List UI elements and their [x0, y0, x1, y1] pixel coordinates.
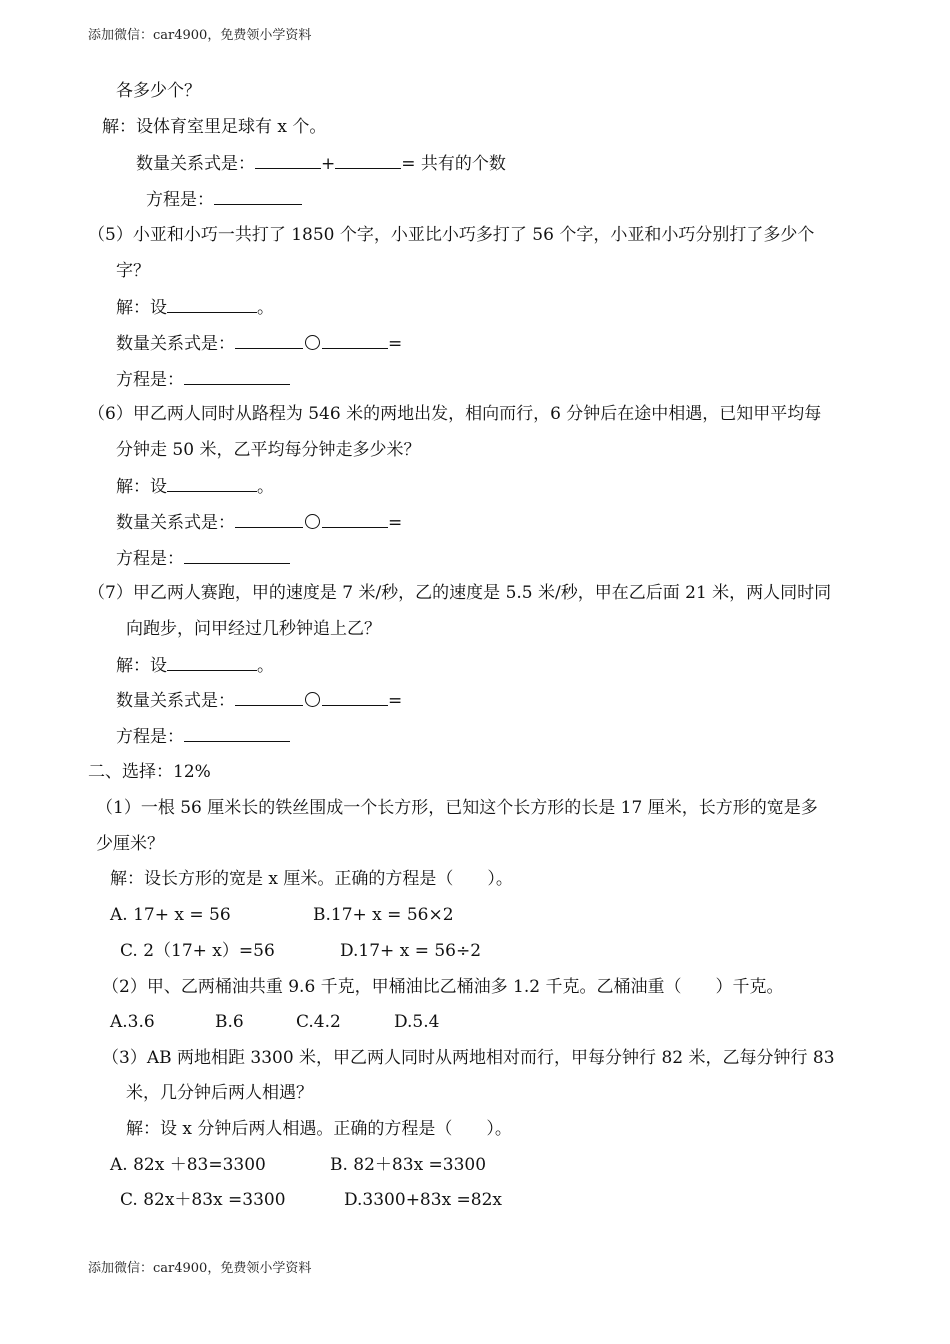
- answer-blank[interactable]: [322, 332, 388, 349]
- option-c[interactable]: C. 2（17+ x）=56: [120, 941, 275, 961]
- set-end: 。: [257, 298, 274, 318]
- equation-label: 方程是：: [116, 727, 184, 747]
- option-d[interactable]: D.3300+83x =82x: [344, 1190, 503, 1210]
- answer-blank[interactable]: [184, 368, 290, 385]
- q6-set: [116, 475, 274, 498]
- set-label: 解：设: [116, 298, 167, 318]
- section-title: 二、选择：12%: [88, 762, 211, 782]
- relation-label: 数量关系式是：: [116, 513, 235, 533]
- c1-line1: （1）一根 56 厘米长的铁丝围成一个长方形，已知这个长方形的长是 17 厘米，长方形的宽是多: [96, 798, 818, 818]
- answer-blank[interactable]: [167, 654, 257, 671]
- option-c[interactable]: C. 82x＋83x =3300: [120, 1190, 286, 1210]
- q6-line2: 分钟走 50 米，乙平均每分钟走多少米？: [116, 440, 421, 460]
- page-header: 添加微信：car4900，免费领小学资料: [88, 28, 312, 43]
- set-label: 解：设: [116, 656, 167, 676]
- q5-relation: [116, 332, 402, 355]
- c3-line2: 米，几分钟后两人相遇？: [126, 1083, 313, 1103]
- option-a[interactable]: A. 17+ x = 56: [110, 905, 231, 925]
- set-label: 解：设: [116, 477, 167, 497]
- c3-solve: 解：设 x 分钟后两人相遇。正确的方程是（ ）。: [126, 1119, 512, 1139]
- q4-equation: [146, 188, 302, 211]
- answer-blank[interactable]: [322, 689, 388, 706]
- equation-label: 方程是：: [116, 549, 184, 569]
- relation-label: 数量关系式是：: [136, 154, 255, 174]
- answer-blank[interactable]: [235, 689, 303, 706]
- option-c[interactable]: C.4.2: [296, 1012, 341, 1032]
- q5-set: [116, 296, 274, 319]
- q7-set: [116, 654, 274, 677]
- q4-tail: 各多少个？: [116, 81, 201, 101]
- page-footer: 添加微信：car4900，免费领小学资料: [88, 1261, 312, 1276]
- answer-blank[interactable]: [335, 152, 401, 169]
- relation-end: =: [388, 691, 403, 711]
- c2-line1: （2）甲、乙两桶油共重 9.6 千克，甲桶油比乙桶油多 1.2 千克。乙桶油重（ ）千克。: [102, 977, 784, 997]
- operator-circle-icon[interactable]: [305, 692, 320, 707]
- answer-blank[interactable]: [255, 152, 321, 169]
- option-d[interactable]: D.17+ x = 56÷2: [340, 941, 482, 961]
- equation-label: 方程是：: [116, 370, 184, 390]
- relation-label: 数量关系式是：: [116, 691, 235, 711]
- option-d[interactable]: D.5.4: [394, 1012, 440, 1032]
- q7-relation: [116, 689, 402, 712]
- answer-blank[interactable]: [184, 725, 290, 742]
- c1-solve: 解：设长方形的宽是 x 厘米。正确的方程是（ ）。: [110, 869, 513, 889]
- c3-line1: （3）AB 两地相距 3300 米，甲乙两人同时从两地相对而行，甲每分钟行 82 米，乙每分钟行 83: [102, 1048, 835, 1068]
- answer-blank[interactable]: [167, 475, 257, 492]
- answer-blank[interactable]: [184, 547, 290, 564]
- relation-label: 数量关系式是：: [116, 334, 235, 354]
- q5-line1: （5）小亚和小巧一共打了 1850 个字，小亚比小巧多打了 56 个字，小亚和小巧分别打了多少个: [88, 225, 815, 245]
- plus-sign: +: [321, 154, 336, 174]
- q4-relation: [136, 152, 506, 175]
- answer-blank[interactable]: [322, 511, 388, 528]
- relation-end: =: [388, 334, 403, 354]
- q7-line2: 向跑步，问甲经过几秒钟追上乙？: [126, 619, 381, 639]
- q5-line2: 字？: [116, 261, 150, 281]
- answer-blank[interactable]: [214, 188, 302, 205]
- option-a[interactable]: A. 82x ＋83=3300: [110, 1155, 266, 1175]
- q6-line1: （6）甲乙两人同时从路程为 546 米的两地出发，相向而行，6 分钟后在途中相遇，已知甲平均每: [88, 404, 822, 424]
- answer-blank[interactable]: [235, 332, 303, 349]
- q6-relation: [116, 511, 402, 534]
- relation-end: = 共有的个数: [401, 154, 506, 174]
- q5-equation: [116, 368, 290, 391]
- option-b[interactable]: B. 82＋83x =3300: [330, 1155, 487, 1175]
- answer-blank[interactable]: [235, 511, 303, 528]
- relation-end: =: [388, 513, 403, 533]
- set-end: 。: [257, 477, 274, 497]
- option-b[interactable]: B.6: [215, 1012, 244, 1032]
- q7-line1: （7）甲乙两人赛跑，甲的速度是 7 米/秒，乙的速度是 5.5 米/秒，甲在乙后面 21 米，两人同时同: [88, 583, 832, 603]
- operator-circle-icon[interactable]: [305, 335, 320, 350]
- option-a[interactable]: A.3.6: [110, 1012, 155, 1032]
- equation-label: 方程是：: [146, 190, 214, 210]
- operator-circle-icon[interactable]: [305, 514, 320, 529]
- q7-equation: [116, 725, 290, 748]
- set-end: 。: [257, 656, 274, 676]
- q6-equation: [116, 547, 290, 570]
- answer-blank[interactable]: [167, 296, 257, 313]
- c1-line2: 少厘米？: [96, 834, 164, 854]
- option-b[interactable]: B.17+ x = 56×2: [313, 905, 454, 925]
- q4-solve: 解：设体育室里足球有 x 个。: [102, 117, 327, 137]
